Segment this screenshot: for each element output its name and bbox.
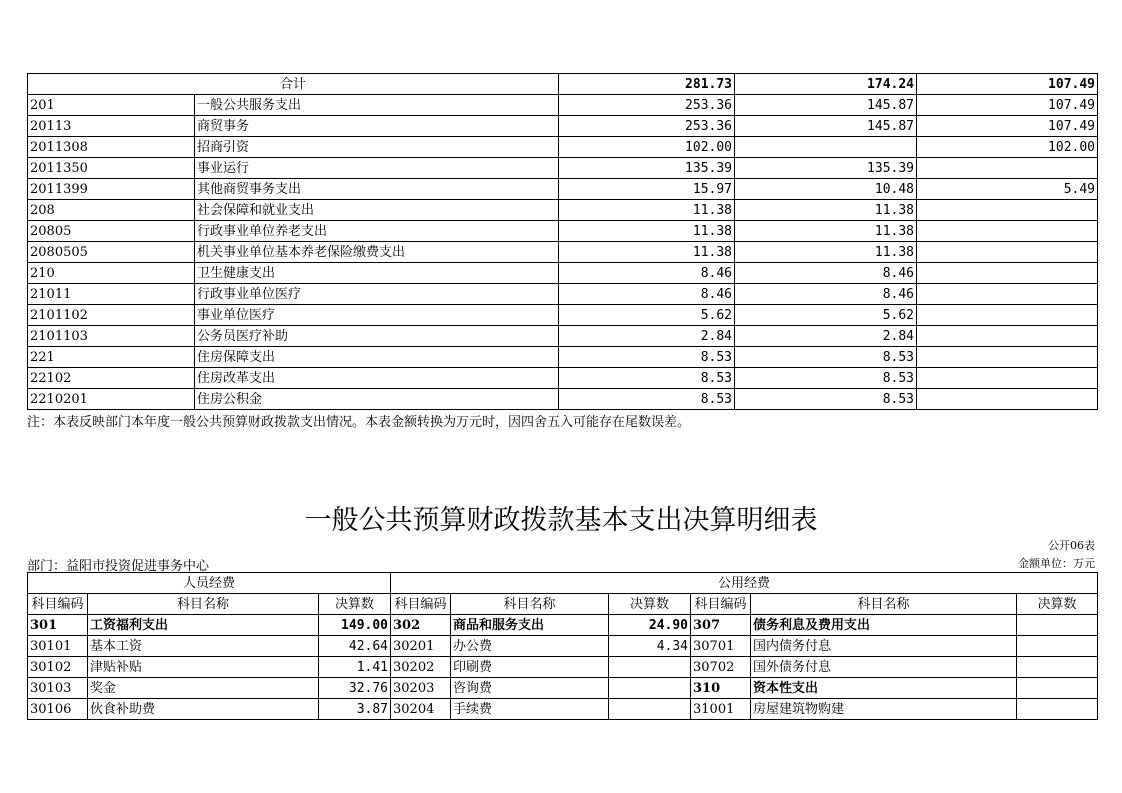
project-expenditure-amount: 5.49	[917, 179, 1098, 200]
public-name: 手续费	[451, 699, 609, 720]
project-expenditure-amount	[917, 158, 1098, 179]
project-expenditure-amount	[917, 326, 1098, 347]
basic-expenditure-amount: 10.48	[735, 179, 917, 200]
total-amount: 102.00	[559, 137, 735, 158]
project-expenditure-amount	[917, 221, 1098, 242]
department-label: 部门：益阳市投资促进事务中心	[27, 559, 210, 574]
public-name-3: 国外债务付息	[751, 657, 1017, 678]
total-amount: 253.36	[559, 95, 735, 116]
public-code-3: 307	[691, 615, 751, 636]
basic-expenditure-amount: 8.53	[735, 347, 917, 368]
personnel-amount: 149.00	[319, 615, 391, 636]
personnel-code: 301	[28, 615, 88, 636]
public-name-3: 房屋建筑物购建	[751, 699, 1017, 720]
basic-expenditure-amount: 2.84	[735, 326, 917, 347]
basic-expenditure-amount: 11.38	[735, 242, 917, 263]
basic-expenditure-amount: 145.87	[735, 116, 917, 137]
subject-code: 210	[28, 263, 195, 284]
total-amount: 8.53	[559, 347, 735, 368]
table-row	[28, 699, 1098, 720]
public-name: 咨询费	[451, 678, 609, 699]
total-amount: 253.36	[559, 116, 735, 137]
subject-name: 招商引资	[195, 137, 559, 158]
table-row	[28, 179, 1098, 200]
subject-code: 2101102	[28, 305, 195, 326]
personnel-amount: 3.87	[319, 699, 391, 720]
public-name: 办公费	[451, 636, 609, 657]
total-amount: 11.38	[559, 200, 735, 221]
basic-expenditure-amount: 11.38	[735, 200, 917, 221]
col-header-name-3: 科目名称	[751, 594, 1017, 615]
public-amount	[609, 699, 691, 720]
personnel-name: 奖金	[88, 678, 319, 699]
subject-code: 2011399	[28, 179, 195, 200]
subject-code: 2011350	[28, 158, 195, 179]
personnel-name: 津贴补贴	[88, 657, 319, 678]
table-row	[28, 242, 1098, 263]
subject-name: 一般公共服务支出	[195, 95, 559, 116]
subject-name: 事业单位医疗	[195, 305, 559, 326]
column-header-row	[28, 594, 1098, 615]
basic-expenditure-detail-table	[27, 572, 1098, 720]
form-number: 公开06表	[1048, 539, 1095, 552]
subject-name: 其他商贸事务支出	[195, 179, 559, 200]
subject-code: 2080505	[28, 242, 195, 263]
page-title: 一般公共预算财政拨款基本支出决算明细表	[304, 505, 818, 536]
subject-code: 22102	[28, 368, 195, 389]
total-amount: 15.97	[559, 179, 735, 200]
public-amount-3	[1017, 615, 1098, 636]
basic-expenditure-amount: 11.38	[735, 221, 917, 242]
public-code: 30201	[391, 636, 451, 657]
table-row	[28, 636, 1098, 657]
public-name: 商品和服务支出	[451, 615, 609, 636]
table-row	[28, 326, 1098, 347]
personnel-amount: 1.41	[319, 657, 391, 678]
total-amount: 135.39	[559, 158, 735, 179]
subject-code: 221	[28, 347, 195, 368]
basic-expenditure-amount: 8.46	[735, 284, 917, 305]
subject-name: 住房改革支出	[195, 368, 559, 389]
basic-expenditure-amount: 5.62	[735, 305, 917, 326]
subject-name: 事业运行	[195, 158, 559, 179]
subject-name: 机关事业单位基本养老保险缴费支出	[195, 242, 559, 263]
table-row	[28, 657, 1098, 678]
public-code-3: 310	[691, 678, 751, 699]
project-expenditure-amount	[917, 389, 1098, 410]
project-expenditure-amount: 102.00	[917, 137, 1098, 158]
amount-unit-label: 金额单位：万元	[1018, 557, 1095, 570]
group-header-row	[28, 573, 1098, 594]
total-amount: 8.53	[559, 389, 735, 410]
basic-expenditure-amount: 8.53	[735, 368, 917, 389]
expenditure-summary-table	[27, 73, 1098, 410]
public-header: 公用经费	[391, 573, 1098, 594]
project-expenditure-amount	[917, 347, 1098, 368]
public-name-3: 债务利息及费用支出	[751, 615, 1017, 636]
subject-code: 201	[28, 95, 195, 116]
subject-code: 2210201	[28, 389, 195, 410]
subject-code: 2011308	[28, 137, 195, 158]
col-header-code-2: 科目编码	[391, 594, 451, 615]
public-amount: 24.90	[609, 615, 691, 636]
col-header-amount-2: 决算数	[609, 594, 691, 615]
public-name-3: 国内债务付息	[751, 636, 1017, 657]
total-amount: 8.53	[559, 368, 735, 389]
personnel-code: 30101	[28, 636, 88, 657]
public-amount	[609, 657, 691, 678]
basic-expenditure-amount: 145.87	[735, 95, 917, 116]
col-header-code: 科目编码	[28, 594, 88, 615]
basic-expenditure-amount	[735, 137, 917, 158]
subject-name: 商贸事务	[195, 116, 559, 137]
table-row	[28, 263, 1098, 284]
public-name: 印刷费	[451, 657, 609, 678]
public-code: 30204	[391, 699, 451, 720]
col-header-code-3: 科目编码	[691, 594, 751, 615]
subject-name: 行政事业单位医疗	[195, 284, 559, 305]
basic-expenditure-amount: 8.46	[735, 263, 917, 284]
public-code-3: 30702	[691, 657, 751, 678]
table-row	[28, 137, 1098, 158]
table-row	[28, 95, 1098, 116]
public-amount	[609, 678, 691, 699]
table-row	[28, 389, 1098, 410]
total-v3: 107.49	[917, 74, 1098, 95]
project-expenditure-amount: 107.49	[917, 116, 1098, 137]
total-v1: 281.73	[559, 74, 735, 95]
table-row	[28, 284, 1098, 305]
basic-expenditure-detail-body	[28, 573, 1098, 720]
table-row	[28, 368, 1098, 389]
subject-name: 住房保障支出	[195, 347, 559, 368]
project-expenditure-amount	[917, 368, 1098, 389]
table-row	[28, 678, 1098, 699]
table-row	[28, 116, 1098, 137]
subject-name: 行政事业单位养老支出	[195, 221, 559, 242]
personnel-name: 伙食补助费	[88, 699, 319, 720]
public-amount-3	[1017, 678, 1098, 699]
col-header-amount-3: 决算数	[1017, 594, 1098, 615]
public-code: 302	[391, 615, 451, 636]
personnel-header: 人员经费	[28, 573, 391, 594]
subject-code: 20805	[28, 221, 195, 242]
total-row	[28, 74, 1098, 95]
public-amount-3	[1017, 636, 1098, 657]
personnel-code: 30102	[28, 657, 88, 678]
project-expenditure-amount	[917, 242, 1098, 263]
table-note: 注：本表反映部门本年度一般公共预算财政拨款支出情况。本表金额转换为万元时，因四舍五入可能存在尾数误差。	[27, 415, 691, 430]
basic-expenditure-amount: 135.39	[735, 158, 917, 179]
subject-name: 公务员医疗补助	[195, 326, 559, 347]
personnel-code: 30103	[28, 678, 88, 699]
personnel-name: 基本工资	[88, 636, 319, 657]
subject-code: 2101103	[28, 326, 195, 347]
public-amount-3	[1017, 657, 1098, 678]
table-row	[28, 615, 1098, 636]
project-expenditure-amount	[917, 305, 1098, 326]
total-label: 合计	[28, 74, 559, 95]
subject-code: 20113	[28, 116, 195, 137]
table-row	[28, 221, 1098, 242]
total-amount: 8.46	[559, 284, 735, 305]
col-header-name-2: 科目名称	[451, 594, 609, 615]
personnel-amount: 32.76	[319, 678, 391, 699]
col-header-name: 科目名称	[88, 594, 319, 615]
total-amount: 11.38	[559, 221, 735, 242]
personnel-code: 30106	[28, 699, 88, 720]
subject-name: 社会保障和就业支出	[195, 200, 559, 221]
subject-code: 21011	[28, 284, 195, 305]
project-expenditure-amount	[917, 200, 1098, 221]
project-expenditure-amount	[917, 284, 1098, 305]
public-code: 30202	[391, 657, 451, 678]
total-amount: 2.84	[559, 326, 735, 347]
table-row	[28, 158, 1098, 179]
public-name-3: 资本性支出	[751, 678, 1017, 699]
public-code-3: 30701	[691, 636, 751, 657]
public-code: 30203	[391, 678, 451, 699]
public-amount: 4.34	[609, 636, 691, 657]
basic-expenditure-amount: 8.53	[735, 389, 917, 410]
project-expenditure-amount: 107.49	[917, 95, 1098, 116]
col-header-amount: 决算数	[319, 594, 391, 615]
public-code-3: 31001	[691, 699, 751, 720]
subject-code: 208	[28, 200, 195, 221]
subject-name: 住房公积金	[195, 389, 559, 410]
personnel-amount: 42.64	[319, 636, 391, 657]
total-amount: 5.62	[559, 305, 735, 326]
public-amount-3	[1017, 699, 1098, 720]
personnel-name: 工资福利支出	[88, 615, 319, 636]
subject-name: 卫生健康支出	[195, 263, 559, 284]
table-row	[28, 200, 1098, 221]
project-expenditure-amount	[917, 263, 1098, 284]
expenditure-summary-body	[28, 74, 1098, 410]
total-amount: 8.46	[559, 263, 735, 284]
table-row	[28, 347, 1098, 368]
total-v2: 174.24	[735, 74, 917, 95]
table-row	[28, 305, 1098, 326]
total-amount: 11.38	[559, 242, 735, 263]
